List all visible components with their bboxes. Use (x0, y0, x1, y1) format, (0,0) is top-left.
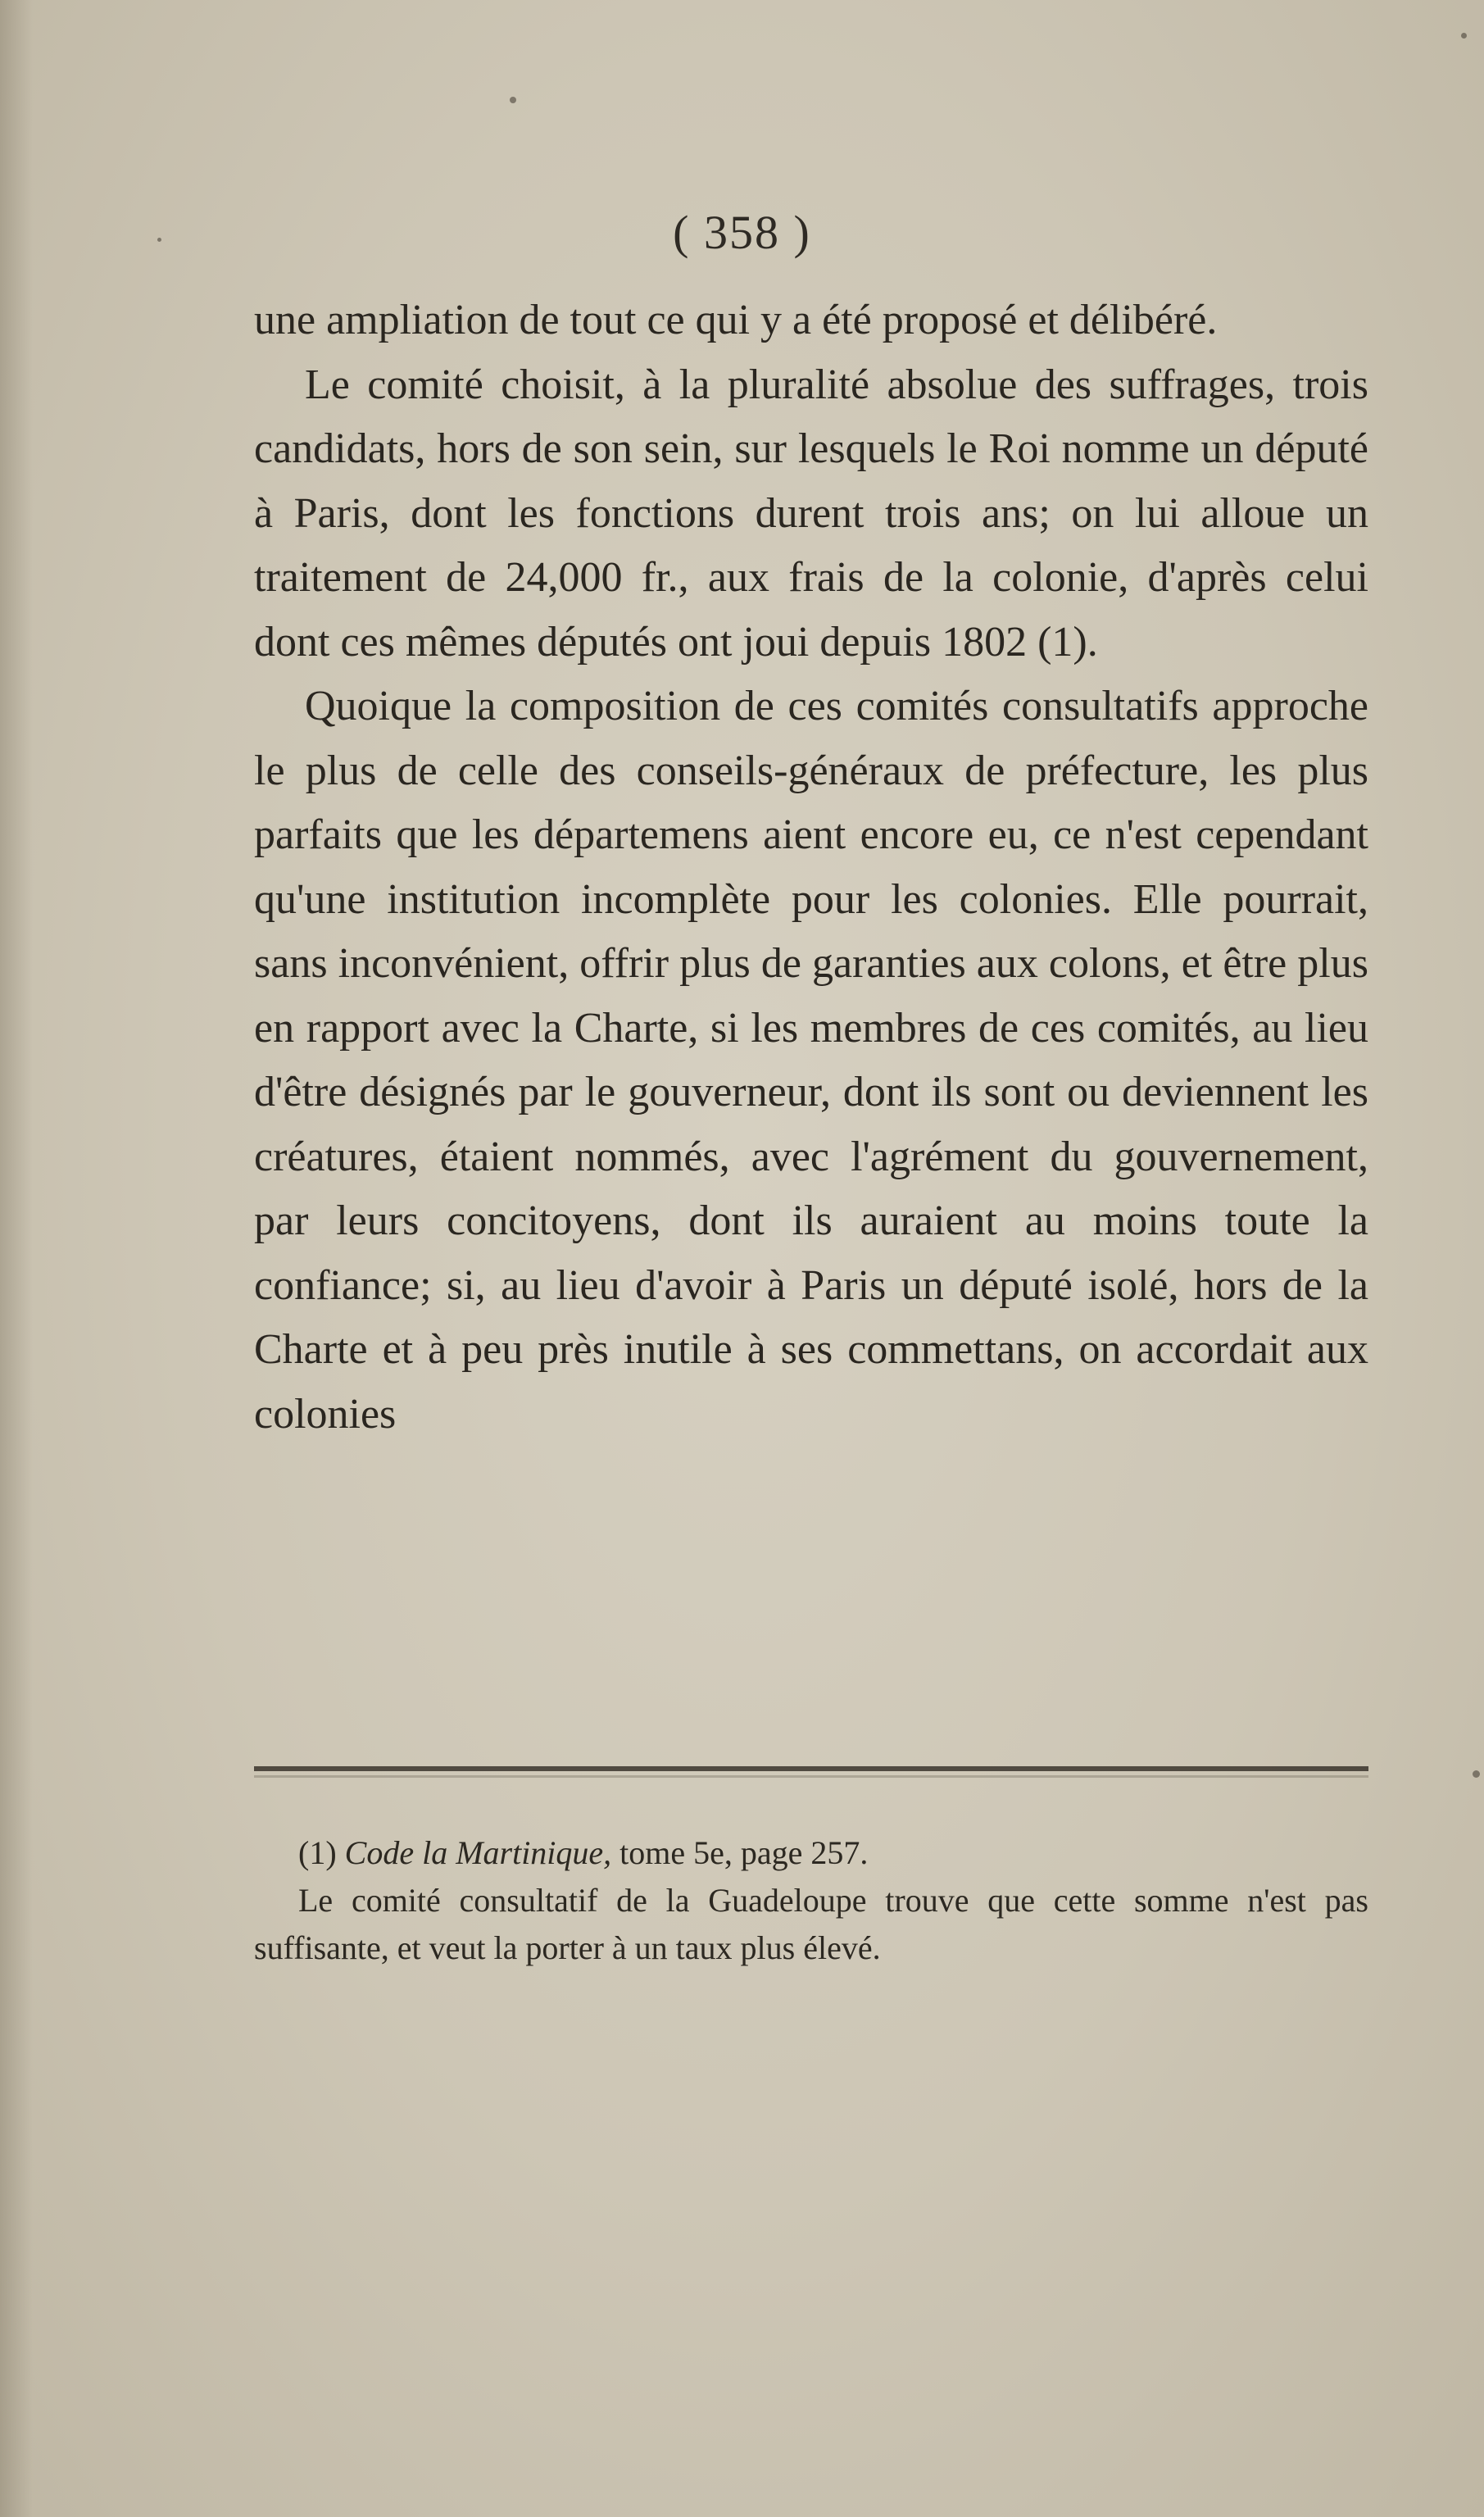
paper-speck (1473, 1770, 1480, 1778)
footnote-separator (254, 1766, 1368, 1771)
paper-speck (510, 97, 516, 103)
paper-speck (157, 238, 161, 242)
paragraph-comite: Le comité choisit, à la pluralité absolue des suffrages, trois candidats, hors de son sein, sur lesquels le Roi nomme un député à Paris, dont les fonctions durent trois ans; on lui alloue un traitement de 24,000 fr., aux frais de la colonie, d'après celui dont ces mêmes députés ont joui depuis 1802 (1). (254, 361, 1368, 666)
main-text (254, 289, 1368, 1447)
footnote-1-marker: (1) (298, 1834, 337, 1871)
spine-shadow (0, 0, 33, 2517)
footnote-1 (298, 1829, 1368, 1877)
footnote-1-reference: tome 5e, page 257. (611, 1834, 869, 1871)
page-number: ( 358 ) (673, 206, 811, 259)
footnotes (254, 1829, 1368, 1972)
paragraph-quoique: Quoique la composition de ces comités consultatifs approche le plus de celle des conseils-généraux de préfecture, les plus parfaits que les départemens aient encore eu, ce n'est cependant qu'une institution incomplète pour les colonies. Elle pourrait, sans inconvénient, offrir plus de garanties aux colons, et être plus en rapport avec la Charte, si les membres de ces comités, au lieu d'être désignés par le gouverneur, dont ils sont ou deviennent les créatures, étaient nommés, avec l'agrément du gouvernement, par leurs concitoyens, dont ils auraient au moins toute la confiance; si, au lieu d'avoir à Paris un député isolé, hors de la Charte et à peu près inutile à ses commettans, on accordait aux colonies (254, 683, 1368, 1438)
footnote-1-comment: Le comité consultatif de la Guadeloupe trouve que cette somme n'est pas suffisante, et veut la porter à un taux plus élevé. (254, 1882, 1368, 1966)
paper-speck (1461, 33, 1467, 39)
footnote-1-citation: Code la Martinique, (344, 1834, 612, 1871)
paragraph-continuation: une ampliation de tout ce qui y a été proposé et délibéré. (254, 297, 1218, 343)
footnote-separator-shadow (254, 1775, 1368, 1778)
